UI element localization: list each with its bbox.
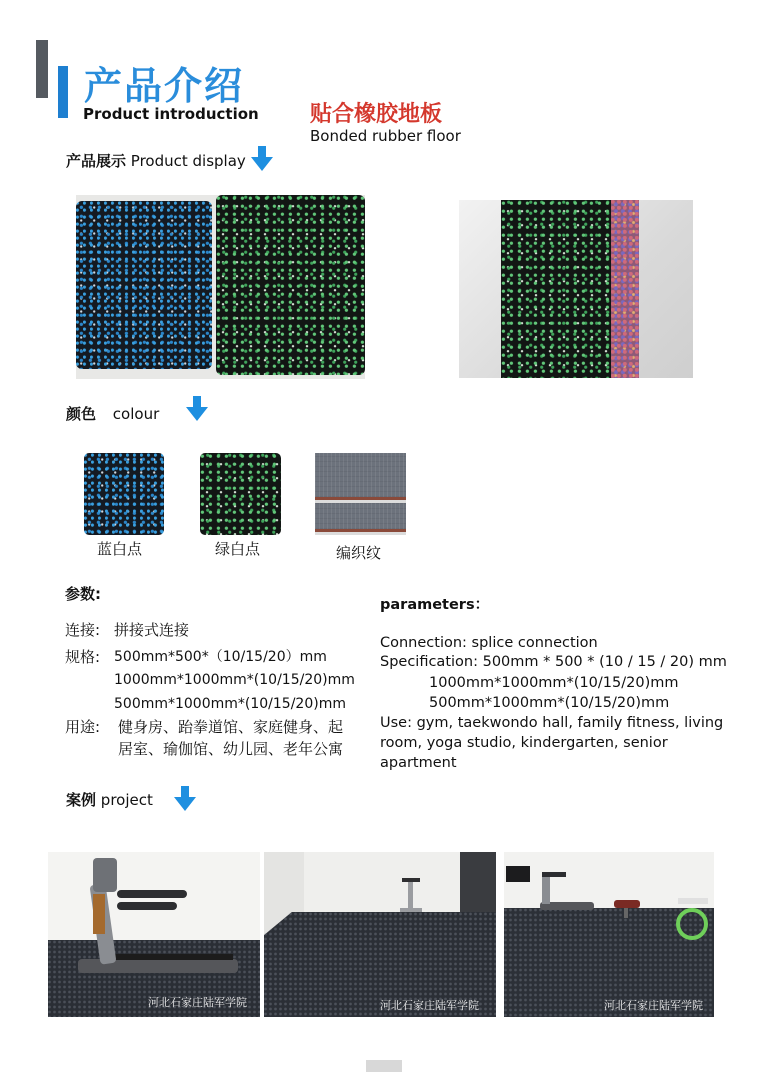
param-use-en-line: apartment	[380, 755, 457, 771]
section-product-display	[66, 150, 246, 171]
swatch-blue-white-dots	[84, 453, 164, 535]
header-accent-bar-gray	[36, 40, 48, 98]
photo-watermark: 河北石家庄陆军学院	[148, 996, 247, 1009]
swatch-woven-texture	[315, 453, 406, 535]
product-name-en: Bonded rubber floor	[310, 127, 461, 145]
swatch-caption: 绿白点	[215, 540, 261, 558]
params-heading-cn: 参数:	[65, 585, 101, 603]
project-label-en: project	[100, 791, 153, 809]
weave-layer-bottom	[315, 503, 406, 532]
treadmill-image	[73, 854, 248, 984]
green-tile-image	[216, 195, 365, 375]
product-photo-angled	[459, 200, 693, 378]
param-spec-line: 500mm*500*（10/15/20）mm	[114, 649, 327, 665]
param-spec-en-line: 500mm*1000mm*(10/15/20)mm	[429, 695, 670, 711]
colour-label-en: colour	[112, 405, 160, 423]
param-use-en-line: Use: gym, taekwondo hall, family fitness, living	[380, 715, 724, 731]
param-spec-line: 1000mm*1000mm*(10/15/20)mm	[114, 672, 355, 688]
project-label-cn: 案例	[66, 791, 97, 809]
section-project	[66, 789, 153, 810]
param-use-label: 用途:	[65, 718, 101, 736]
header-accent-bar-blue	[58, 66, 68, 118]
param-spec-label: 规格:	[65, 648, 101, 666]
tile-top-surface	[501, 200, 611, 378]
photo-watermark: 河北石家庄陆军学院	[380, 999, 479, 1012]
photo-watermark: 河北石家庄陆军学院	[604, 999, 703, 1012]
param-use-en-line: room, yoga studio, kindergarten, senior	[380, 735, 668, 751]
weave-layer-top	[315, 453, 406, 500]
tile-side-edge	[611, 200, 639, 378]
section-label-en: Product display	[130, 152, 246, 170]
blue-tile-image	[76, 201, 212, 369]
product-name-cn: 贴合橡胶地板	[310, 102, 443, 127]
swatch-caption: 蓝白点	[97, 540, 143, 558]
params-heading-en: parameters：	[380, 597, 490, 613]
tv-screen	[506, 866, 530, 882]
colour-label-cn: 颜色	[66, 405, 97, 423]
param-connection-value: 拼接式连接	[114, 621, 190, 639]
down-arrow-icon	[250, 146, 274, 172]
case-photo-treadmill	[48, 852, 260, 1017]
page-number-mark	[366, 1060, 402, 1072]
treadmill-image	[538, 870, 598, 914]
section-colour	[66, 403, 159, 424]
bench-image	[608, 890, 648, 920]
product-photo-tiles	[76, 195, 365, 379]
case-photo-room	[264, 852, 496, 1017]
param-connection-en: Connection: splice connection	[380, 635, 598, 651]
window	[460, 852, 496, 912]
exercise-bike-image	[394, 874, 430, 914]
param-connection-label: 连接:	[65, 621, 101, 639]
param-spec-en-line: 1000mm*1000mm*(10/15/20)mm	[429, 675, 679, 691]
case-photo-gym	[504, 852, 714, 1017]
section-label-cn: 产品展示	[66, 152, 127, 170]
param-spec-en: Specification: 500mm * 500 * (10 / 15 / 20) mm	[380, 654, 727, 670]
param-use-line: 居室、瑜伽馆、幼儿园、老年公寓	[118, 740, 344, 758]
page-title-cn: 产品介绍	[84, 64, 245, 108]
down-arrow-icon	[185, 396, 209, 422]
bike-wheel-image	[668, 892, 714, 942]
down-arrow-icon	[173, 786, 197, 812]
param-spec-line: 500mm*1000mm*(10/15/20)mm	[114, 696, 346, 712]
page-title-en: Product introduction	[83, 105, 259, 123]
param-use-line: 健身房、跆拳道馆、家庭健身、起	[118, 718, 344, 736]
swatch-caption: 编织纹	[336, 544, 382, 562]
swatch-green-white-dots	[200, 453, 281, 535]
